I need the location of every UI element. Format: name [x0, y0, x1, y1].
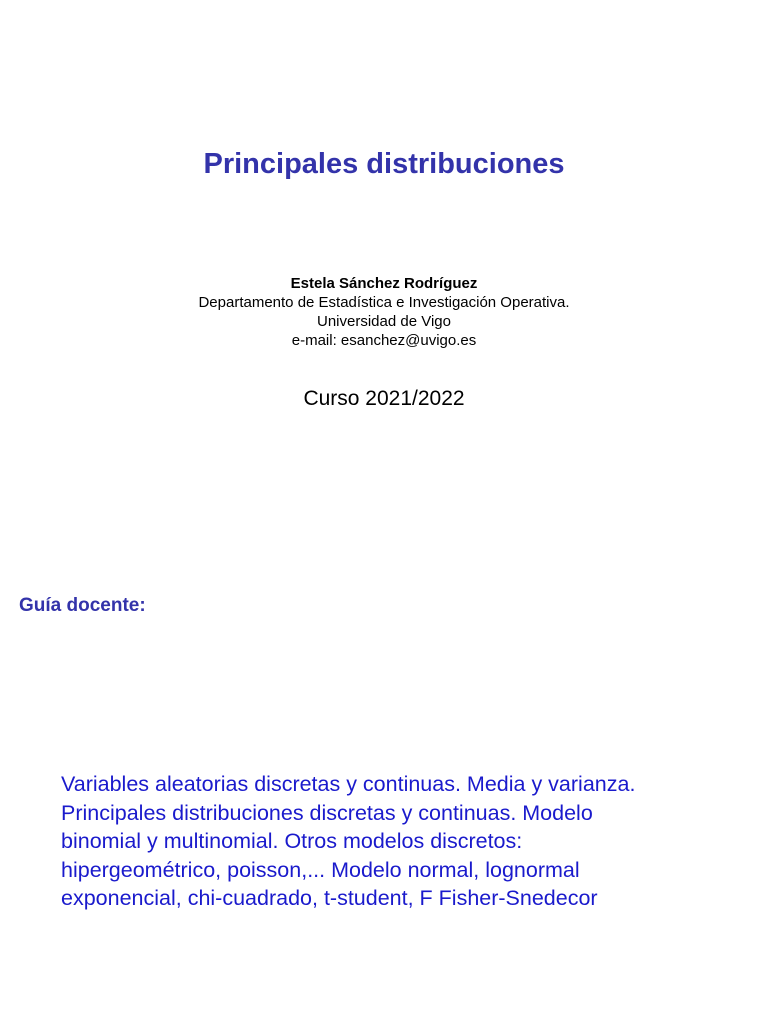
author-department: Departamento de Estadística e Investigación Operativa. [198, 294, 570, 311]
guide-line: Principales distribuciones discretas y continuas. Modelo [61, 800, 593, 825]
guide-line: hipergeométrico, poisson,... Modelo normal, lognormal [61, 857, 580, 882]
guide-body [61, 770, 751, 913]
page-title: Principales distribuciones [203, 148, 565, 180]
guide-line: binomial y multinomial. Otros modelos discretos: [61, 829, 523, 854]
guide-heading: Guía docente: [19, 595, 146, 616]
author-name: Estela Sánchez Rodríguez [290, 275, 478, 292]
guide-line: Variables aleatorias discretas y continuas. Media y varianza. [61, 772, 636, 796]
guide-line: exponencial, chi-cuadrado, t-student, F Fisher-Snedecor [61, 886, 598, 911]
author-block [0, 274, 768, 350]
course-label: Curso 2021/2022 [303, 387, 465, 410]
author-university: Universidad de Vigo [317, 313, 451, 330]
author-email: e-mail: esanchez@uvigo.es [291, 332, 477, 349]
